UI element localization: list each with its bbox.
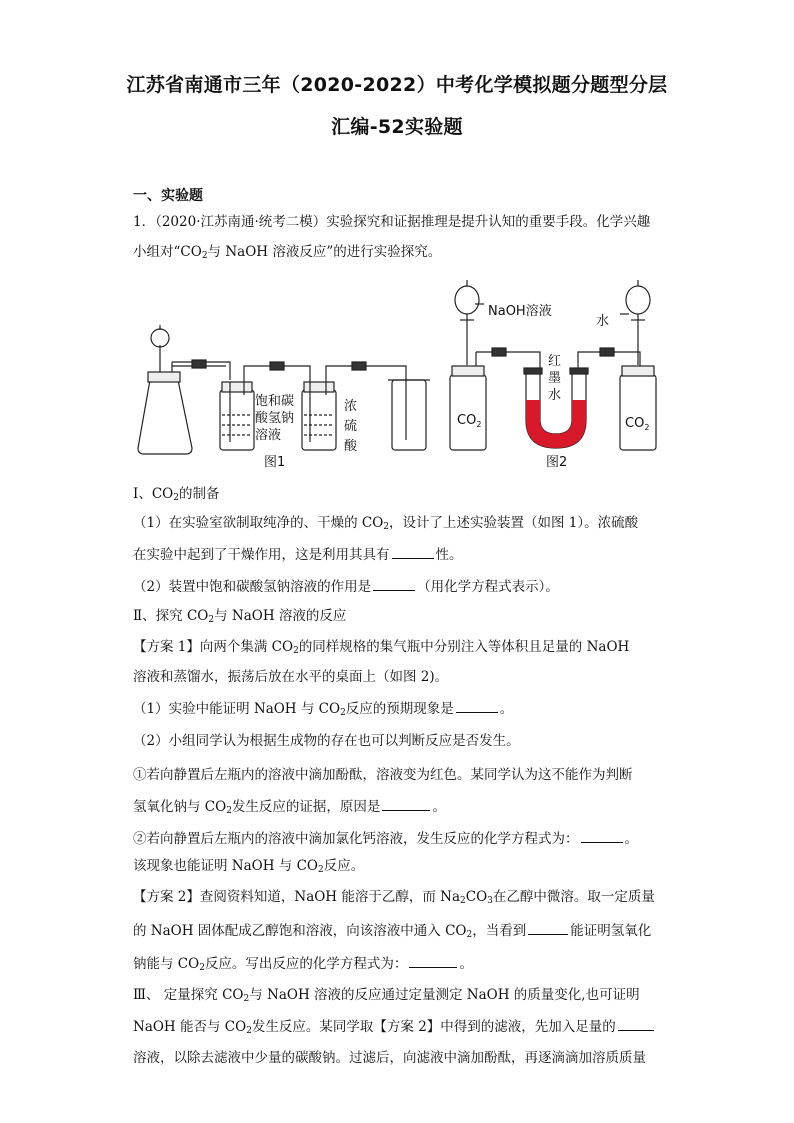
apparatus-figure [130, 270, 670, 470]
answer-blank [528, 920, 568, 935]
label-red-1: 红 [548, 354, 562, 369]
answer-blank [392, 544, 434, 559]
label-co2-left: $CO_2$ [457, 413, 482, 429]
part2-c2-line2: 该现象也能证明 NaOH 与 $CO_2$反应。 [133, 858, 365, 875]
part2-q2: （2）小组同学认为根据生成物的存在也可以判断反应是否发生。 [133, 733, 520, 749]
part3-line3: 溶液，以除去滤液中少量的碳酸钠。过滤后，向滤液中滴加酚酞，再逐滴滴加溶质质量 [133, 1050, 646, 1066]
answer-blank [456, 698, 498, 713]
label-h2so4-3: 酸 [344, 439, 358, 454]
part3-line1: Ⅲ、 定量探究 $CO_2$与 NaOH 溶液的反应通过定量测定 NaOH 的质量变化,也可证明 [133, 987, 640, 1004]
label-sat-2: 酸氢钠 [255, 411, 295, 426]
q1-intro-line2: 小组对“$CO_2$与 NaOH 溶液反应”的进行实验探究。 [133, 244, 442, 261]
fig2-label: 图2 [546, 455, 568, 470]
label-sat-3: 溶液 [255, 428, 282, 443]
label-naoh: NaOH溶液 [488, 304, 552, 319]
part1-p2: 在实验中起到了干燥作用，这是利用其具有 性。 [133, 544, 463, 565]
label-water: 水 [596, 314, 610, 329]
plan2-line3: 钠能与 $CO_2$反应。写出反应的化学方程式为： 。 [133, 953, 473, 974]
label-h2so4-1: 浓 [344, 399, 358, 414]
red-ink-fill [526, 400, 586, 448]
plan2-line2: 的 NaOH 固体配成乙醇饱和溶液，向该溶液中通入 $CO_2$，当看到 能证明氢氧化 [133, 920, 651, 941]
label-h2so4-2: 硫 [344, 419, 358, 434]
plan1-line1: 【方案 1】向两个集满 $CO_2$的同样规格的集气瓶中分别注入等体积且足量的 NaOH [133, 639, 630, 656]
label-sat-1: 饱和碳 [255, 394, 295, 409]
label-red-3: 水 [548, 388, 562, 403]
part2-c1-line1: ①若向静置后左瓶内的溶液中滴加酚酞，溶液变为红色。某同学认为这不能作为判断 [133, 767, 633, 783]
answer-blank [382, 796, 430, 811]
q1-intro-line1: 1．（2020·江苏南通·统考二模）实验探究和证据推理是提升认知的重要手段。化学兴趣 [133, 214, 651, 230]
answer-blank [618, 1016, 654, 1031]
answer-blank [409, 953, 457, 968]
label-red-2: 墨 [548, 371, 562, 386]
answer-blank [373, 576, 415, 591]
plan1-line2: 溶液和蒸馏水，振荡后放在水平的桌面上（如图 2)。 [133, 669, 449, 685]
answer-blank [581, 828, 623, 843]
part2-q1: （1）实验中能证明 NaOH 与 $CO_2$反应的预期现象是 。 [133, 698, 513, 719]
part2-c1-line2: 氢氧化钠与 $CO_2$发生反应的证据，原因是 。 [133, 796, 446, 817]
doc-title-line1: 江苏省南通市三年（2020-2022）中考化学模拟题分题型分层 [126, 74, 668, 96]
part1-p1: （1）在实验室欲制取纯净的、干燥的 $CO_2$，设计了上述实验装置（如图 1）。浓硫酸 [133, 515, 639, 532]
plan2-line1: 【方案 2】查阅资料知道，NaOH 能溶于乙醇，而 $Na_2CO_3$在乙醇中微溶。取一定质量 [133, 889, 655, 906]
label-co2-right: $CO_2$ [625, 416, 650, 432]
fig1-label: 图1 [264, 455, 286, 470]
part3-line2: NaOH 能否与 $CO_2$发生反应。某同学取【方案 2】中得到的滤液，先加入足量的 [133, 1016, 656, 1037]
flask-icon [138, 380, 192, 454]
part1-p3: （2）装置中饱和碳酸氢钠溶液的作用是 （用化学方程式表示）。 [133, 576, 559, 597]
part2-heading: Ⅱ、探究 $CO_2$与 NaOH 溶液的反应 [133, 608, 347, 625]
part2-c2-line1: ②若向静置后左瓶内的溶液中滴加氯化钙溶液，发生反应的化学方程式为： 。 [133, 828, 638, 849]
doc-title-line2: 汇编-52实验题 [331, 116, 463, 138]
part1-heading: Ⅰ、$CO_2$的制备 [133, 486, 220, 503]
section-heading: 一、实验题 [133, 188, 203, 204]
